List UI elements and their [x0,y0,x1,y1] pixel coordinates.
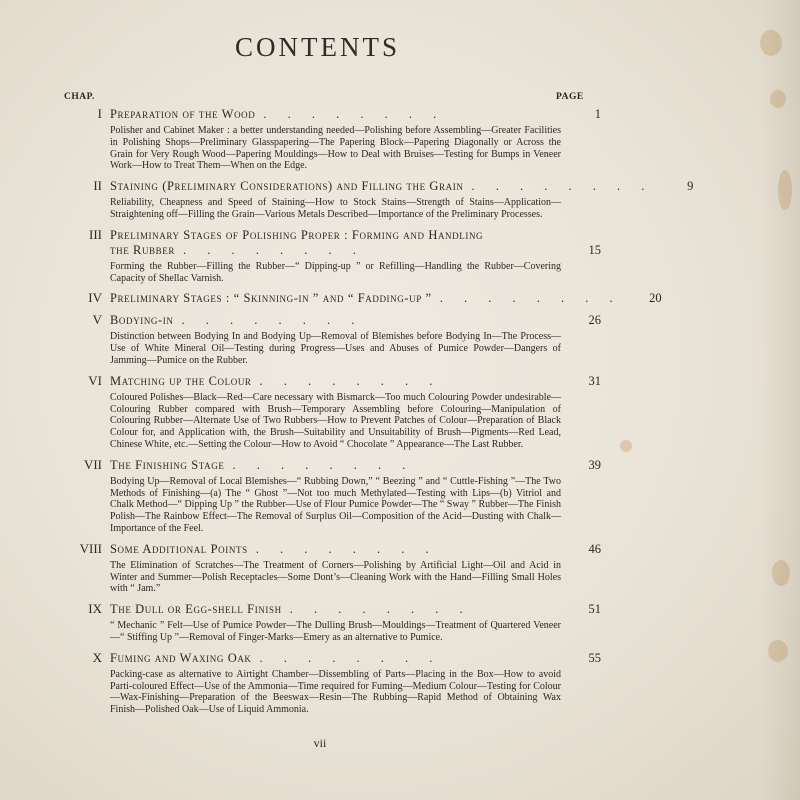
toc-entry [56,227,601,285]
chapter-number: IV [88,290,102,306]
chapter-number: II [93,178,102,194]
toc-entry [56,457,601,535]
chapter-number: X [92,649,102,665]
chapter-title: Some Additional Points [110,541,248,556]
page-number: 51 [588,602,601,617]
chapter-title: Staining (Preliminary Considerations) and Filling the Grain [110,179,464,194]
toc-entry [56,290,662,306]
foxing-spot [768,640,788,662]
chapter-number: I [97,106,102,121]
leader-dots: . . . . . . . . [439,291,622,306]
leader-dots: . . . . . . . . [263,107,446,121]
chapter-number: VII [83,456,102,472]
page-number: 55 [588,650,601,665]
chapter-title: Matching up the Colour [110,373,252,388]
chapter-description: Polisher and Cabinet Maker : a better understanding needed—Polishing before Assembling—Greater Facilities in Polishing Shops—Preliminary Glasspapering—The Papering Block—Papering Diagonally or Across the Grain for Very Rough Wood—Papering Mouldings—How to Deal with Bruises—Testing for Bumps in Veneer Work—How to Treat Them—When on the Edge. [110,125,561,172]
chapter-description: Bodying Up—Removal of Local Blemishes—“ Rubbing Down,” “ Beezing ” and “ Cuttle-Fishing ”—The Two Methods of Finishing—(a) The “ Ghost ”—Not too much Methylated—Testing with Lips—(b) Vitriol and Chalk Method—“ Dipping Up ” the Rubber—Use of Flour Pumice Powder—The “ Sway ” Rubber—The Finish Polish—The Rainbow Effect—The Removal of Surplus Oil—Composition of the Acid—Dusting with Chalk—Importance of the Feel. [110,475,561,534]
chapter-number: IX [88,601,102,617]
toc-entry [56,601,601,644]
chapter-number: VI [88,372,102,388]
leader-dots: . . . . . . . . [181,313,364,328]
chapter-title: Bodying-in [110,313,174,328]
page-number: 20 [649,291,662,306]
foxing-spot [620,440,632,452]
chapter-description: Reliability, Cheapness and Speed of Staining—How to Stock Stains—Strength of Stains—Application—Straightening off—Filling the Grain—Various Metals Described—Importance of the Preliminary Processes. [110,197,561,220]
page-number: 1 [594,107,601,121]
leader-dots: . . . . . . . . [289,602,472,617]
chapter-number: VIII [79,540,102,556]
toc-entry [56,650,601,716]
page-number: 9 [687,179,694,194]
foxing-spot [778,170,792,210]
page-number: 15 [588,242,601,257]
page-number: 31 [588,373,601,388]
chapter-title: The Dull or Egg-shell Finish [110,602,282,617]
chapter-title: Fuming and Waxing Oak [110,650,252,665]
page-number: 39 [588,457,601,472]
page-title: CONTENTS [235,32,400,62]
chapter-description: “ Mechanic ” Felt—Use of Pumice Powder—The Dulling Brush—Mouldings—Treatment of Quartered Veneer—“ Stiffing Up ”—Removal of Finger-Marks—Emery as an alternative to Pumice. [110,620,561,643]
chapter-description: Packing-case as alternative to Airtight Chamber—Dissembling of Parts—Placing in the Box—How to avoid Parti-coloured Effect—Use of the Ammonia—Time required for Fuming—Medium Colour—Testing for Colour—Wax-Finishing—Preparation of the Beeswax—Resin—The Rubbing—Rapid Method of Obtaining Wax Finish—Polished Oak—Use of Liquid Ammonia. [110,668,561,716]
page-number: 26 [588,313,601,328]
leader-dots: . . . . . . . . [232,457,415,472]
chap-column-header: CHAP. [64,92,95,102]
leader-dots: . . . . . . . . [182,242,365,257]
chapter-description: Forming the Rubber—Filling the Rubber—“ Dipping-up ” or Refilling—Handling the Rubber—Covering Capacity of Shellac Varnish. [110,260,561,284]
chapter-title: Preliminary Stages : “ Skinning-in ” and “ Fadding-up ” [110,291,432,306]
foxing-spot [772,560,790,586]
chapter-title: Preparation of the Wood [110,107,256,121]
foxing-spot [760,30,782,56]
chapter-description: Coloured Polishes—Black—Red—Care necessary with Bismarck—Too much Colouring Powder undesirable—Colouring Rubber compared with Brush—Temporary Assembling before Colouring—Manipulation of Colouring Rubber—Alternate Use of Two Rubbers—How to Prevent Patches of Colour—Preparation of Black Colour for, and Application with, the Brush—Suitability and Unsuitability of Brush—Pigments—Red Lead, Chinese White, etc.—Setting the Colour—How to Avoid “ Chocolate ” Appearance—The Last Rubber. [110,391,561,450]
leader-dots: . . . . . . . . [471,179,654,194]
leader-dots: . . . . . . . . [259,650,442,665]
leader-dots: . . . . . . . . [255,541,438,556]
page-edge-shadow [760,0,800,800]
chapter-title-continued: the Rubber [110,242,175,257]
toc-entry [56,106,601,172]
chapter-title: Preliminary Stages of Polishing Proper : Forming and Handling [110,227,484,242]
chapter-description: Distinction between Bodying In and Bodying Up—Removal of Blemishes before Bodying In—The Process—Use of White Mineral Oil—Testing during Progress—Uses and Abuses of Pumice Powder—Dangers of Jamming—Pumice on the Rubber. [110,331,561,366]
toc-entry [56,373,601,451]
chapter-number: V [92,312,102,328]
chapter-title: The Finishing Stage [110,457,225,472]
toc-entry [56,178,694,221]
page-folio: vii [313,736,327,750]
chapter-number: III [89,226,102,242]
page-column-header: PAGE [556,92,584,102]
toc-entry [56,312,601,366]
foxing-spot [770,90,786,108]
table-of-contents [56,106,694,722]
page-number: 46 [588,541,601,556]
leader-dots: . . . . . . . . [259,373,442,388]
toc-entry [56,541,601,595]
chapter-description: The Elimination of Scratches—The Treatment of Corners—Polishing by Artificial Light—Oil and Acid in Winter and Summer—Polish Receptacles—Some Dont’s—Cleaning Work with the Hand—Filling Small Holes with “ Jam.” [110,559,561,595]
